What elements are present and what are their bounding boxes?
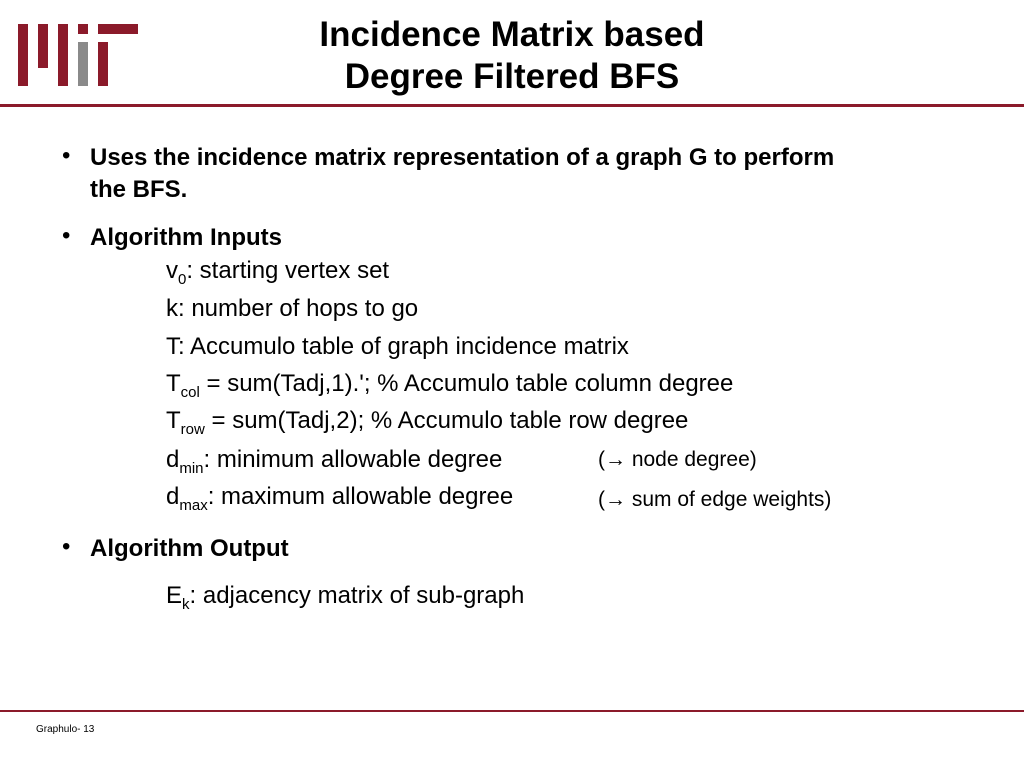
input-dmax: $d_{max}$: maximum allowable degree: [166, 483, 514, 514]
bullet-1-line-1: Uses the incidence matrix representation of a graph G to perform: [90, 144, 835, 171]
bullet-2-label: Algorithm Inputs: [90, 224, 282, 251]
title-line-1: Incidence Matrix based: [319, 15, 705, 54]
footer-divider: [0, 710, 1024, 712]
header-divider: [0, 104, 1024, 107]
bullet-dot: •: [62, 222, 71, 249]
dmax-note: (→ sum of edge weights): [598, 488, 832, 511]
input-k: k: number of hops to go: [166, 295, 419, 322]
bullet-dot: •: [62, 533, 71, 560]
output-ek: $E_k$: adjacency matrix of sub-graph: [166, 582, 525, 613]
input-dmin: $d_{min}$: minimum allowable degree: [166, 446, 503, 477]
mit-logo: [18, 24, 138, 86]
slide-footer: Graphulo- 13: [36, 724, 95, 735]
input-v0: $v_0$: starting vertex set: [166, 257, 390, 288]
bullet-1-line-2: the BFS.: [90, 176, 188, 203]
slide-title: [200, 14, 824, 98]
input-tcol: $T_{col}$ = sum(Tadj,1).'; % Accumulo table column degree: [166, 370, 734, 401]
dmin-note: (→ node degree): [598, 448, 757, 471]
input-T: T: Accumulo table of graph incidence matrix: [166, 333, 629, 360]
bullet-3-label: Algorithm Output: [90, 535, 289, 562]
title-line-2: Degree Filtered BFS: [344, 57, 680, 96]
bullet-dot: •: [62, 142, 71, 169]
input-trow: $T_{row}$ = sum(Tadj,2); % Accumulo table row degree: [166, 407, 689, 438]
